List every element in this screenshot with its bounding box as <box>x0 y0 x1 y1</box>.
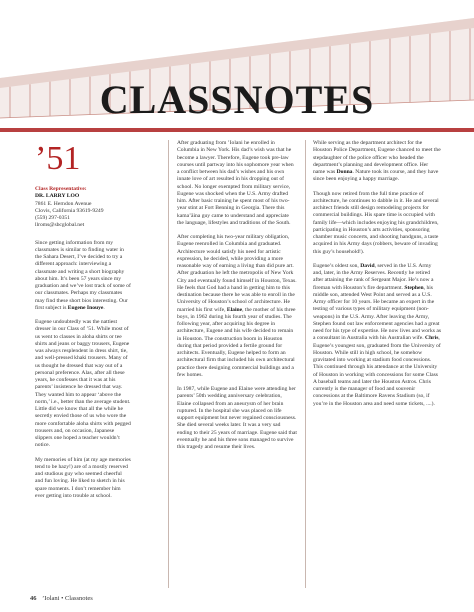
page-footer <box>30 595 93 602</box>
class-year: ’51 <box>35 140 81 177</box>
column-3 <box>313 140 441 415</box>
rep-email[interactable]: llroms@sbcglobal.net <box>35 222 85 229</box>
masthead-banner <box>0 0 474 130</box>
paragraph: While serving as the department architect for the Houston Police Department, Eugene chanced to meet the stepdaughter of the police officer who headed the department’s planning and development office. Her name was Donna. Nature took its course, and they have since been enjoying a happy marriage. <box>313 140 441 183</box>
rep-address-2: Clovis, California 93619-9249 <box>35 207 104 214</box>
person-name: Stephen <box>404 284 424 291</box>
rep-phone: (559) 297-0351 <box>35 215 70 221</box>
rep-name: DR. LARRY LOO <box>35 193 80 200</box>
class-representative-block <box>35 186 131 230</box>
paragraph: In 1987, while Eugene and Elaine were attending her parents’ 50th wedding anniversary celebration, Elaine collapsed from an aneurysm of her brain ruptured. In the hospital she was placed on life support equipment but never regained consciousness. She died several weeks later. It was a very sad ending to their 25 years of marriage. Eugene said that eventually he and his three sons managed to survive this tragedy and resume their lives. <box>177 386 297 450</box>
page-number: 46 <box>30 595 37 602</box>
paragraph: Eugene undoubtedly was the nattiest dresser in our Class of ’51. While most of us went to classes in aloha shirts or tee shirts and jeans or baggy trousers, Eugene was always resplendent in dress shirt, tie, and well-pressed khaki trousers. Many of us thought he dressed that way out of a personal preference. Alas, after all these years, he confesses that it was at his parents’ insistence he dressed that way. They wanted him to appear ‘above the norm,’ i.e., better than the average student. Little did we know that all the while he secretly envied those of us who wore the more comfortable aloha shirts with pegged trousers and, on occasion, Japanese slippers one hoped a teacher wouldn’t notice. <box>35 319 131 449</box>
column-divider <box>168 140 169 588</box>
rep-label: Class Representative: <box>35 186 87 192</box>
person-name: David <box>360 262 375 269</box>
person-name: Elaine <box>226 306 243 313</box>
person-name: Donna <box>336 169 353 175</box>
footer-text: ’Iolani • Classnotes <box>42 595 93 602</box>
column-divider <box>305 140 306 588</box>
section-title: CLASSNOTES <box>99 77 375 122</box>
column-2 <box>177 140 297 458</box>
paragraph: My memories of him (at my age memories tend to be hazy!) are of a mostly reserved and studious guy who seemed cheerful and fun loving. He liked to sketch in his spare moments. I don’t remember him ever getting into trouble at school. <box>35 456 131 499</box>
paragraph: Eugene’s oldest son, David, served in the U.S. Army and, later, in the Army Reserves. Recently he retired after attaining the rank of Sergeant Major. He’s now a fireman with Houston’s fire department. Stephen, his middle son, attended West Point and served as a U.S. Army officer for 10 years. He became an expert in the testing of various types of military equipment (non-weapons) in the U.S. Army. After leaving the Army, Stephen found out law enforcement agencies had a great need for his type of expertise. He now lives and works as a consultant in Australia with his Australian wife. Chris, Eugene’s youngest son, graduated from the University of Houston. While still in high school, he somehow gravitated into working at stadium food concessions. This continued through his attendance at the University of Houston in working with concessions for some Class A baseball teams and later the Houston Astros. Chris currently is the manager of food and souvenir concessions at the Baltimore Ravens Stadium (so, if you’re in the Houston area and need some tickets, ....). <box>313 262 442 407</box>
banner-rule <box>0 128 474 132</box>
person-name: Chris <box>425 335 439 342</box>
paragraph: Since getting information from my classmates is similar to finding water in the Sahara Desert, I’ve decided to try a different approach: interviewing a classmate and writing a short biography about him. It’s been 57 years since my graduation and we’ve lost track of some of our classmates. Perhaps my classmates may find these short bios interesting. Our first subject is Eugene Inouye. <box>35 239 131 311</box>
rep-address-1: 7861 E. Herndon Avenue <box>35 200 92 207</box>
column-1 <box>35 140 131 507</box>
subject-name: Eugene Inouye <box>67 304 104 311</box>
paragraph: After completing his two-year military obligation, Eugene reenrolled in Columbia and graduated. Architecture would satisfy his need for artistic expression, he decided, while providing a more reasonable way of earning a living than did pure art. After graduation he left the metropolis of New York City and eventually found himself in Houston, Texas. He feels that God had a hand in getting him to this destination because there he was able to enroll in the University of Houston’s school of architecture. He married his first wife, Elaine, the mother of his three boys, in 1962 during his fourth year of studies. The following year, after acquiring his degree in architecture, Eugene and his wife decided to remain in Houston. The construction boom in Houston during that period provided a fertile ground for architects. Eventually, Eugene helped to form an architectural firm that included his own architectural practice there designing commercial buildings and a few homes. <box>177 234 297 378</box>
paragraph: Though now retired from the full time practice of architecture, he continues to dabble in it. He and several architect friends still design remodeling projects for commercial buildings. His spare time is occupied with family life—which includes enjoying his grandchildren, participating in Houston’s arts activities, sponsoring chamber music concerts, and shooting handguns, a taste acquired in his Army days (robbers, beware of invading this guy’s household!). <box>313 190 439 255</box>
paragraph: After graduating from ’Iolani he enrolled in Columbia in New York. His dad’s wish was that he become a lawyer. Therefore, Eugene took pre-law courses until partway into his sophomore year when a conflict between his dad’s wishes and his own innate love of art resulted in his dropping out of school. No longer exempted from military service, Eugene was shocked when the U.S. Army drafted him. After basic training he spent most of his two-year stint at Fort Benning in Georgia. There this kama’āina guy came to understand and appreciate the language, lifestyles and traditions of the South. <box>177 140 294 226</box>
